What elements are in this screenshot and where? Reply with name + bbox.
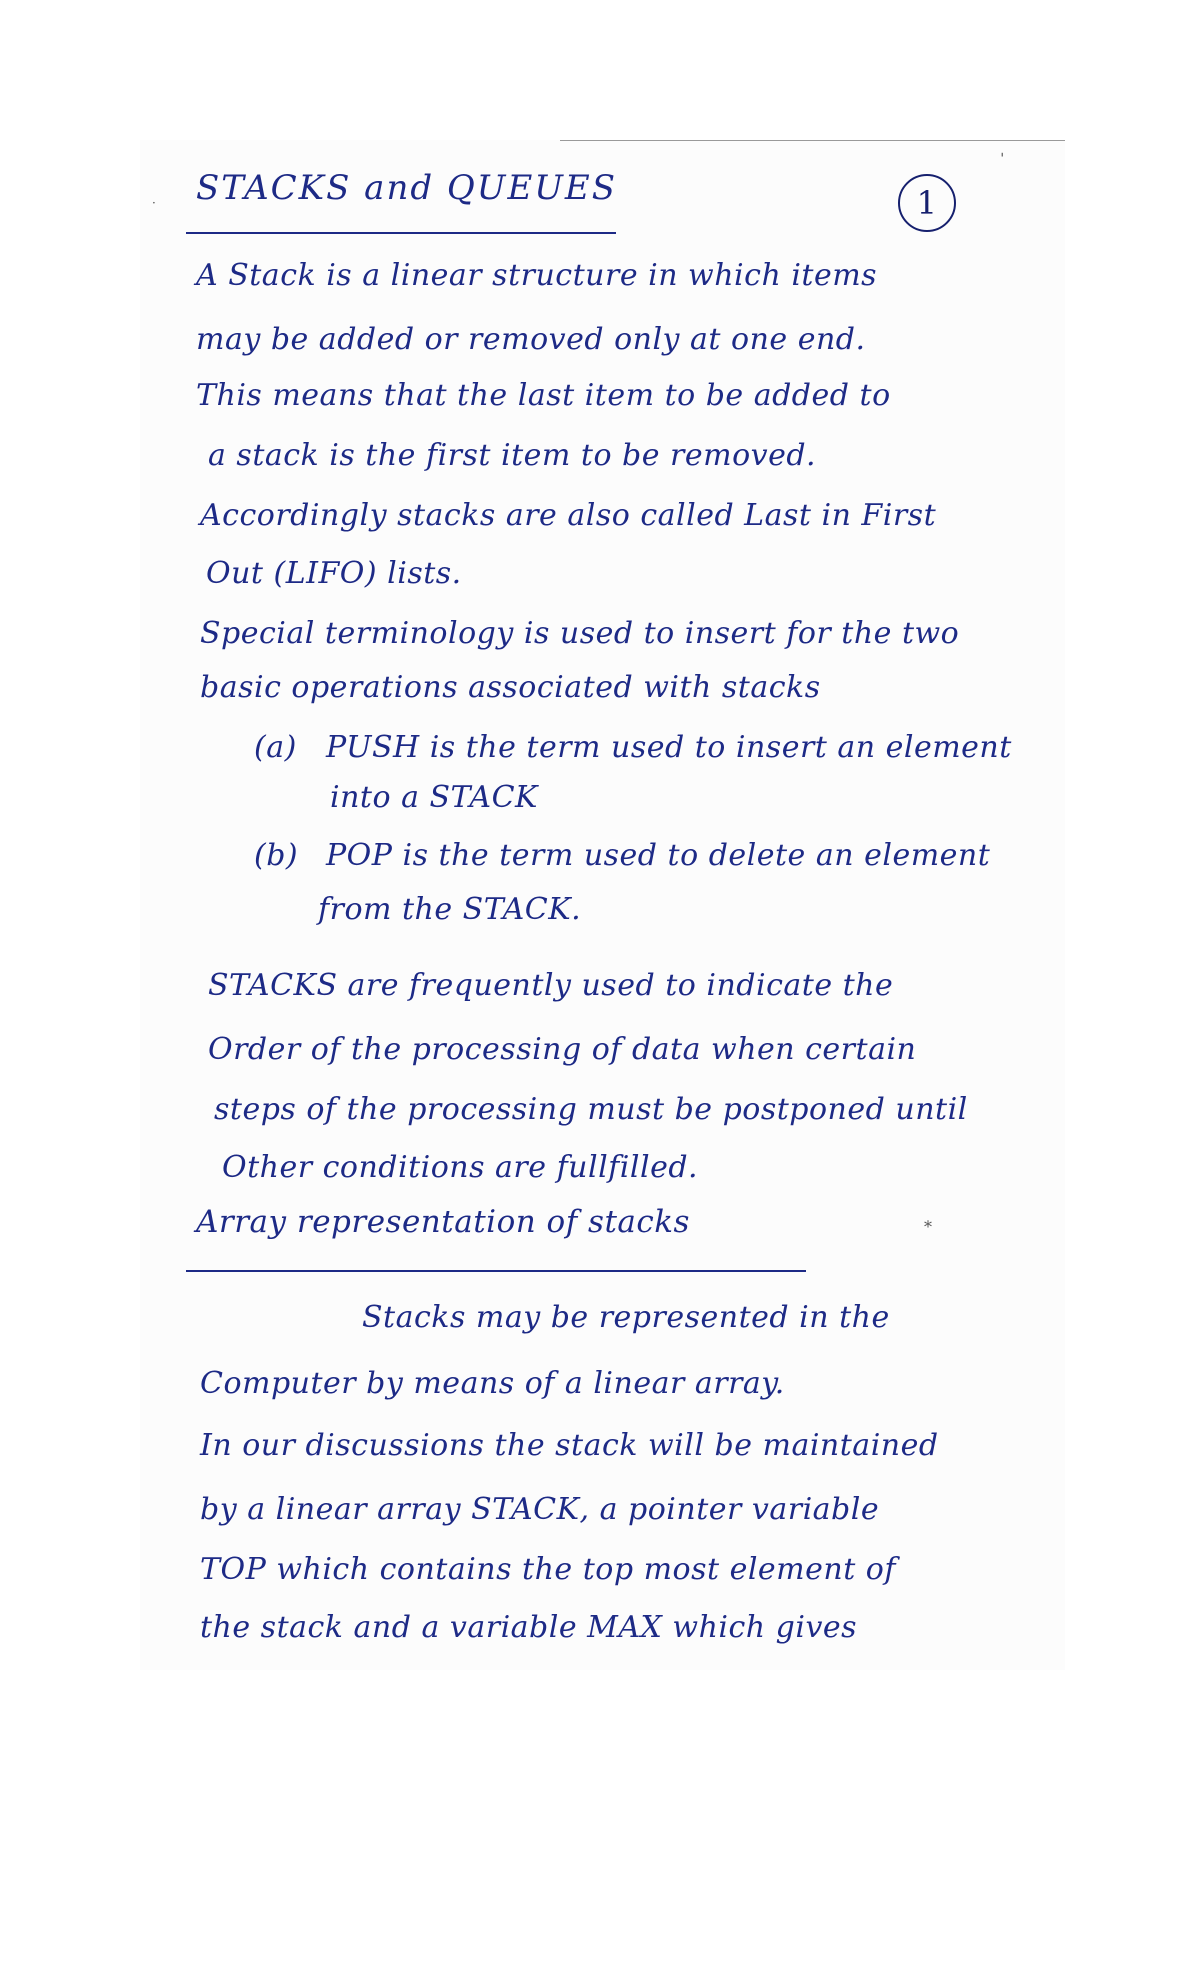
text-line: basic operations associated with stacks [200,670,821,705]
text-line: by a linear array STACK, a pointer variable [200,1492,880,1527]
text-line: steps of the processing must be postponed until [214,1092,968,1127]
list-marker: (b) [254,838,299,873]
page-top-edge [560,140,1065,141]
scan-speck: ⁎ [924,1212,932,1231]
text-line: TOP which contains the top most element of [200,1552,896,1587]
text-line: the stack and a variable MAX which gives [200,1610,858,1645]
list-item: POP is the term used to delete an element [326,838,991,873]
text-line: a stack is the first item to be removed. [208,438,817,473]
text-line: Stacks may be represented in the [362,1300,890,1335]
list-item: PUSH is the term used to insert an element [326,730,1012,765]
list-marker: (a) [254,730,297,765]
text-line: In our discussions the stack will be maintained [200,1428,939,1463]
text-line: A Stack is a linear structure in which items [196,258,878,293]
title-underline [186,232,616,234]
scan-speck: · [152,196,156,210]
list-item-continuation: from the STACK. [318,892,582,927]
page-number: 1 [898,174,956,232]
text-line: Special terminology is used to insert for the two [200,616,960,651]
text-line: Out (LIFO) lists. [206,556,462,591]
text-line: Order of the processing of data when certain [208,1032,917,1067]
scan-speck: ˈ [1000,150,1005,169]
section-underline [186,1270,806,1272]
section-heading: Array representation of stacks [196,1204,690,1240]
text-line: This means that the last item to be added to [196,378,891,413]
list-item-continuation: into a STACK [330,780,538,815]
text-line: may be added or removed only at one end. [196,322,866,357]
text-line: Accordingly stacks are also called Last in First [200,498,937,533]
text-line: STACKS are frequently used to indicate the [208,968,894,1003]
text-line: Other conditions are fullfilled. [222,1150,699,1185]
text-line: Computer by means of a linear array. [200,1366,785,1401]
page-title: STACKS and QUEUES [196,168,618,208]
